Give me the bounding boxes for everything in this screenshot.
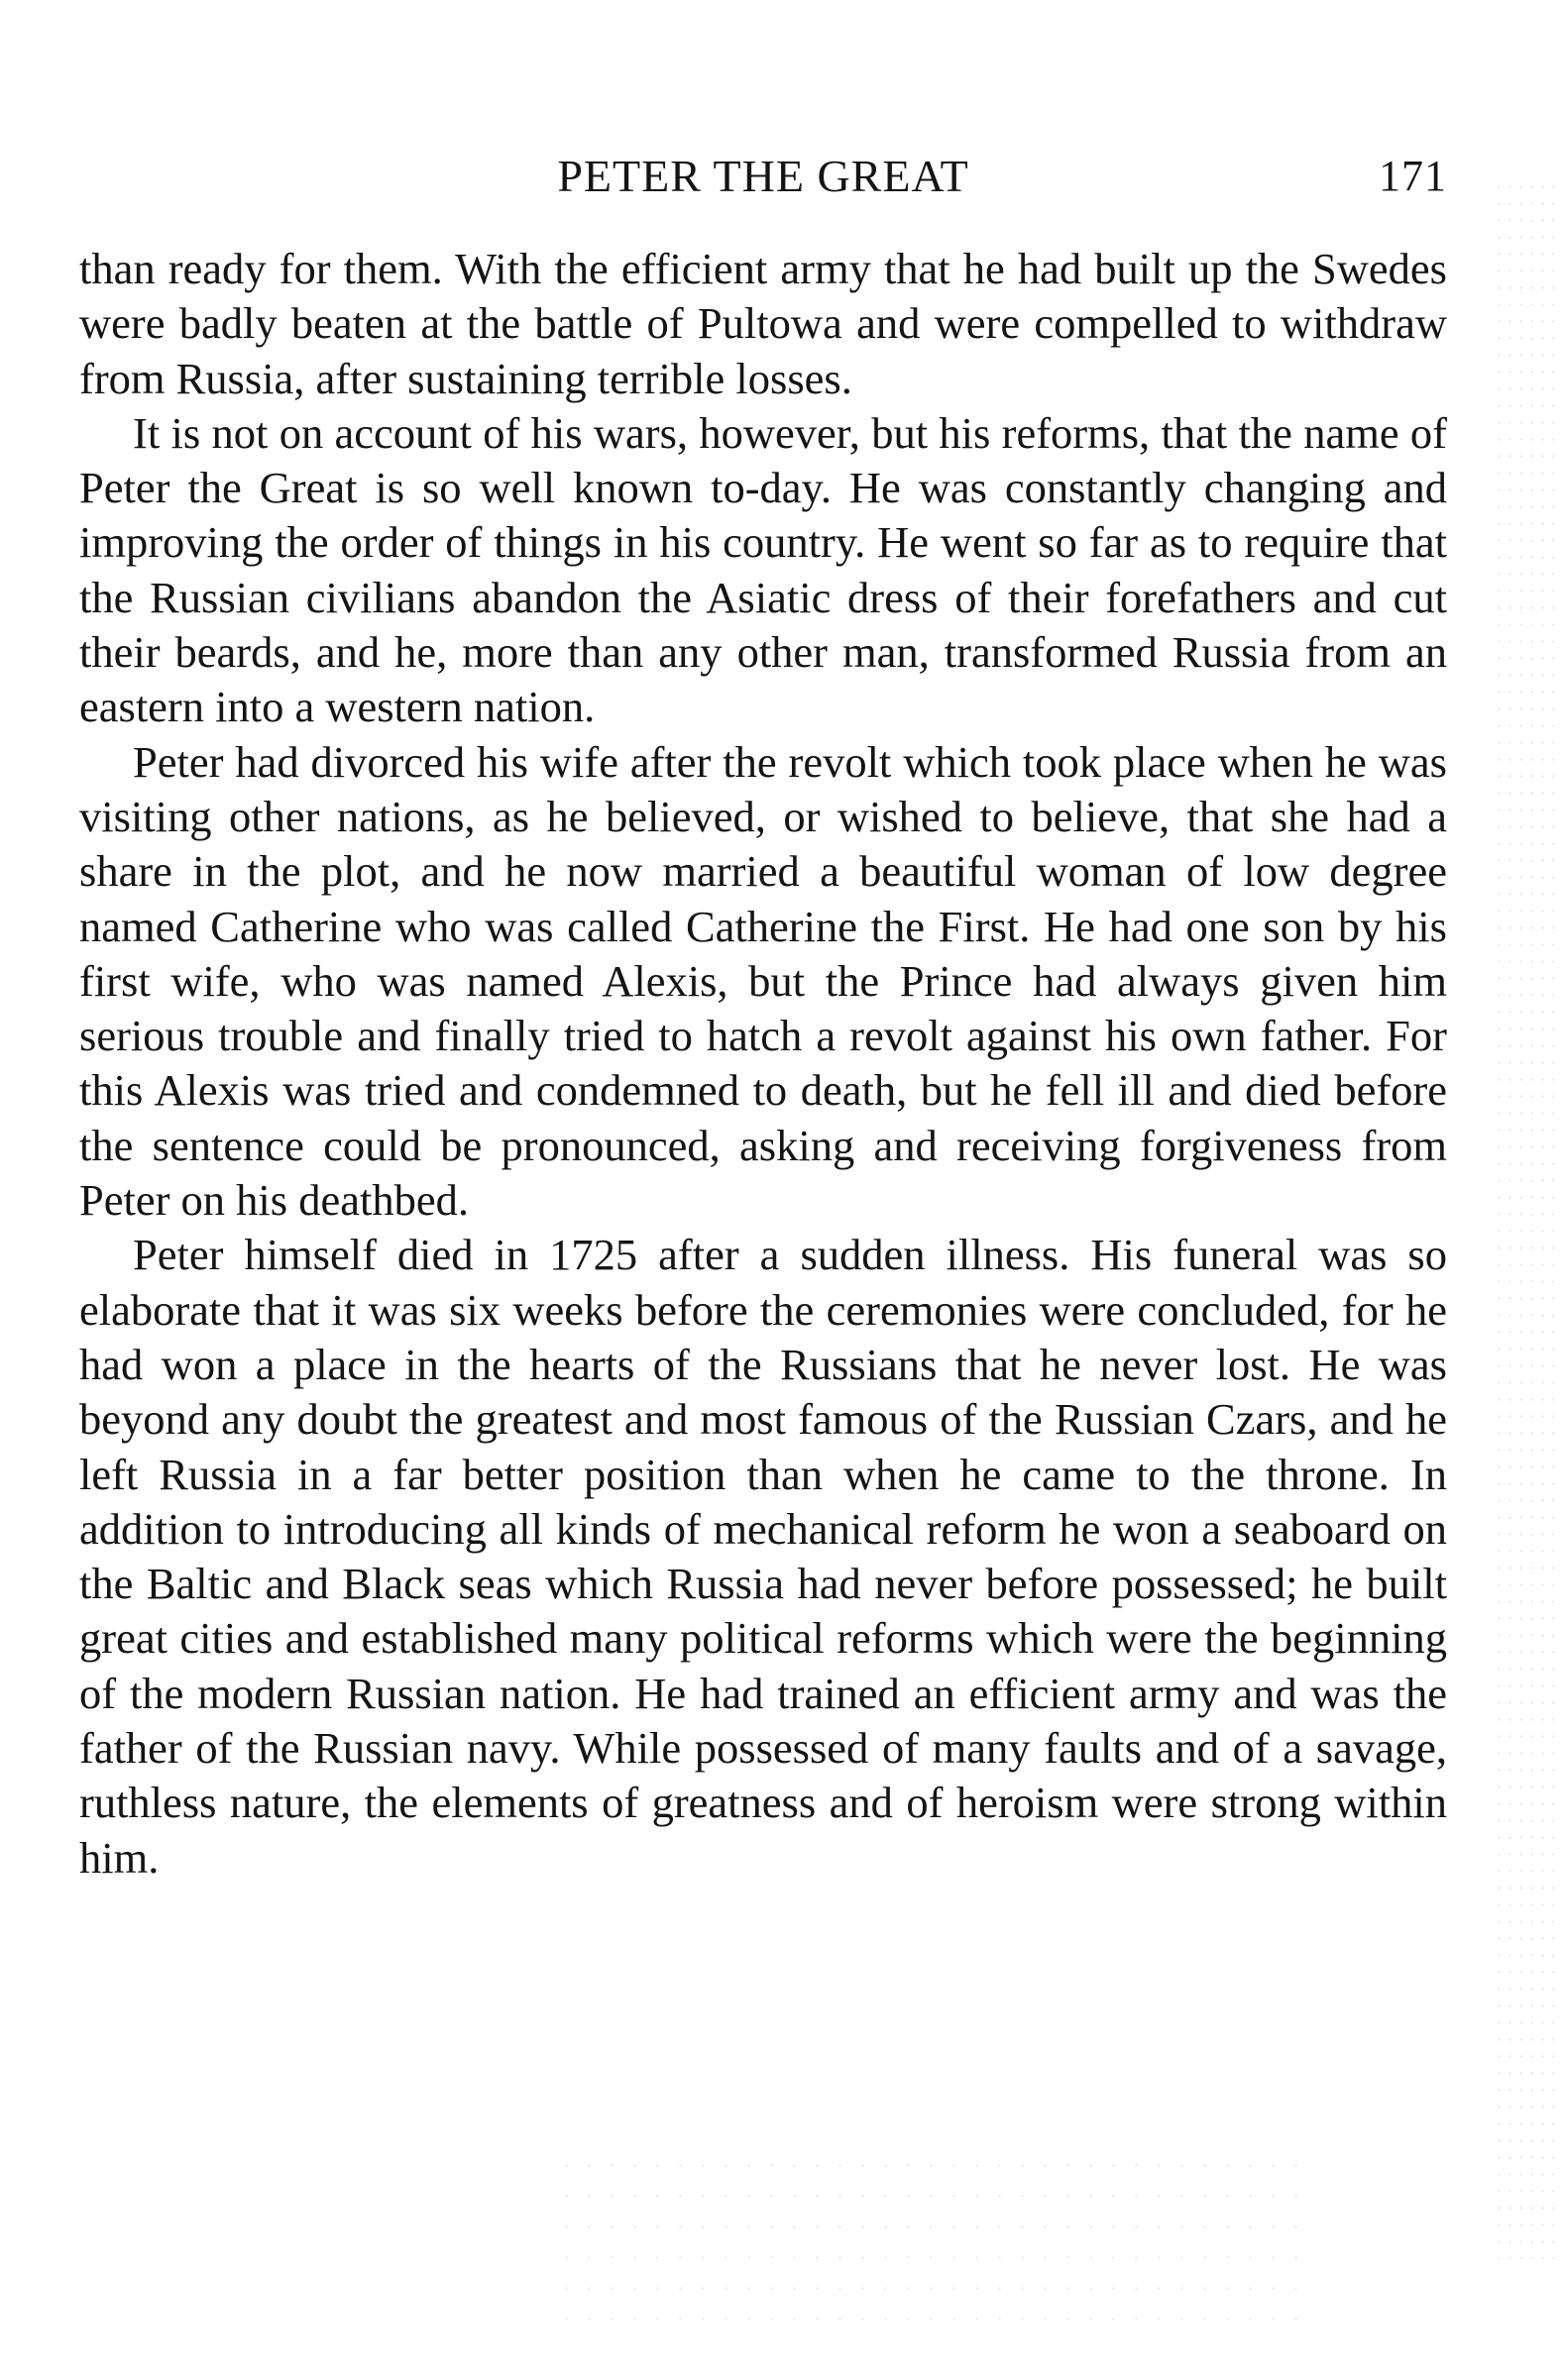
running-title: PETER THE GREAT: [557, 151, 969, 201]
scan-specks: [555, 2150, 1308, 2328]
paragraph-continued: than ready for them. With the efficient army that he had built up the Swedes were badly beaten at the battle of Pultowa and were compelled to withdraw from Russia, after sustaining terrible losses.: [79, 244, 1447, 403]
body-text: [79, 242, 1447, 1886]
page-header: [79, 147, 1447, 206]
paragraph-reforms: It is not on account of his wars, however, but his reforms, that the name of Peter the Great is so well known to-day. He was constantly changing and improving the order of things in his country. He went so far as to require that the Russian civilians abandon the Asiatic dress of their forefathers and cut their beards, and he, more than any other man, transformed Russia from an eastern into a western nation.: [79, 407, 1447, 732]
paragraph-catherine-alexis: Peter had divorced his wife after the revolt which took place when he was visiting other nations, as he believed, or wished to believe, that she had a share in the plot, and he now married a beautiful woman of low degree named Catherine who was called Catherine the First. He had one son by his first wife, who was named Alexis, but the Prince had always given him serious trouble and finally tried to hatch a revolt against his own father. For this Alexis was tried and condemned to death, but he fell ill and died before the sentence could be pronounced, asking and receiving forgiveness from Peter on his deathbed.: [79, 736, 1447, 1226]
paragraph-death-legacy: Peter himself died in 1725 after a sudden illness. His funeral was so elaborate that it was six weeks before the ceremonies were concluded, for he had won a place in the hearts of the Russians that he never lost. He was beyond any doubt the greatest and most famous of the Russian Czars, and he left Russia in a far better position than when he came to the throne. In addition to introducing all kinds of mechanical reform he won a seaboard on the Baltic and Black seas which Russia had never before possessed; he built great cities and established many political reforms which were the beginning of the modern Russian nation. He had trained an efficient army and was the father of the Russian navy. While possessed of many faults and of a savage, ruthless nature, the elements of greatness and of heroism were strong within him.: [79, 1230, 1447, 1883]
scan-edge-texture: [1494, 178, 1563, 2259]
page-number: 171: [1379, 152, 1447, 200]
